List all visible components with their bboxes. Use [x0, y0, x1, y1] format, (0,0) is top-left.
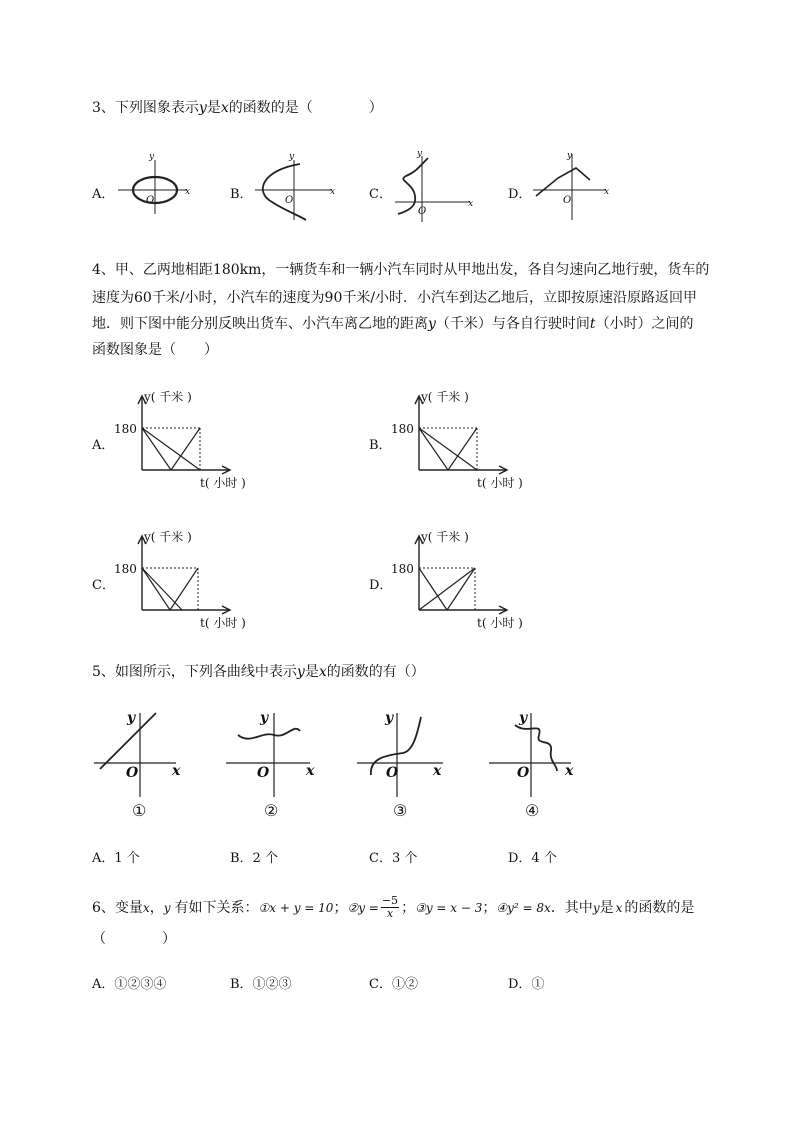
y-axis-label: y( 千米 ) [421, 530, 469, 544]
y-value-label: 180 [114, 422, 137, 436]
origin-label: O [563, 195, 572, 206]
piecewise-line [536, 168, 590, 196]
graph-number: ④ [525, 801, 540, 820]
q4-graph-c [112, 526, 272, 636]
t-axis-label: t( 小时 ) [200, 476, 246, 490]
origin-label: O [126, 765, 139, 781]
graph-number: ③ [393, 801, 408, 820]
q5-graph-2 [224, 705, 324, 823]
q6-option-b[interactable]: B．①②③ [230, 977, 292, 992]
q5-option-b[interactable]: B．2 个 [230, 851, 278, 866]
car-outbound-line [419, 428, 448, 470]
q4-stem-line2: 速度为60千米/小时，小汽车的速度为90千米/小时．小汽车到达乙地后，立即按原速沿原路返回甲 [92, 290, 698, 306]
q4-option-a-label[interactable]: A． [92, 438, 115, 453]
origin-label: O [418, 206, 427, 217]
q5-option-a[interactable]: A．1 个 [92, 851, 140, 866]
q4-graph-d [389, 526, 549, 636]
truck-line [419, 568, 475, 610]
q4-stem-line1: 4、甲、乙两地相距180km，一辆货车和一辆小汽车同时从甲地出发，各自匀速向乙地行驶，货车的 [92, 262, 710, 278]
car-return-line [171, 428, 200, 470]
q3-option-c-label[interactable]: C． [369, 187, 392, 202]
car-return-line [170, 568, 198, 610]
x-label: x [172, 763, 181, 779]
truck-line [419, 428, 477, 470]
car-outbound-line [142, 568, 170, 610]
q6-answer-paren: （ ） [92, 931, 176, 947]
origin-label: O [285, 195, 294, 206]
q4-stem-line4: 函数图象是（ ） [92, 342, 218, 358]
q5-stem: 5、如图所示，下列各曲线中表示y是x的函数的有（） [92, 664, 425, 680]
t-axis-label: t( 小时 ) [200, 616, 246, 630]
q4-stem-line3: 地．则下图中能分别反映出货车、小汽车离乙地的距离y（千米）与各自行驶时间t（小时）之间的 [92, 316, 694, 332]
y-value-label: 180 [391, 562, 414, 576]
q5-option-d[interactable]: D．4 个 [508, 851, 557, 866]
q6-option-c[interactable]: C．①② [369, 977, 418, 992]
t-axis-label: t( 小时 ) [477, 616, 523, 630]
y-label: y [385, 710, 394, 726]
y-axis-label: y( 千米 ) [421, 390, 469, 404]
q3-option-a-label[interactable]: A． [92, 187, 115, 202]
y-label: y [417, 149, 423, 159]
origin-label: O [517, 765, 530, 781]
y-axis-label: y( 千米 ) [144, 390, 192, 404]
q4-graph-b [389, 386, 549, 496]
q6-stem: 6、变量 x ， y 有如下关系： ①x + y = 10 ； ②y = $\frac{-5}{x}$ ； ③y = x − 3 ； ④y² = 8x ．其中 y 是 x 的函数的是 [92, 894, 695, 920]
car-outbound-line [142, 428, 171, 470]
relation-2: ②y = [347, 900, 379, 915]
relation-1: ①x + y = 10 [258, 900, 334, 915]
y-label: y [519, 710, 528, 726]
y-value-label: 180 [114, 562, 137, 576]
q5-graph-1 [92, 705, 192, 823]
q6-option-d[interactable]: D．① [508, 977, 545, 992]
y-label: y [127, 710, 136, 726]
relation-2-fraction: $\frac{-5}{x}$ [381, 894, 399, 920]
q3-option-b-label[interactable]: B． [230, 187, 253, 202]
truck-line [142, 568, 182, 610]
car-outbound-line [419, 568, 447, 610]
q3-option-d-label[interactable]: D． [508, 187, 532, 202]
origin-label: O [386, 765, 399, 781]
y-label: y [260, 710, 269, 726]
origin-label: O [257, 765, 270, 781]
origin-label: O [146, 195, 155, 206]
x-label: x [468, 199, 474, 209]
q3-graph-a [115, 148, 195, 218]
q5-graph-3 [355, 705, 455, 823]
car-return-line [448, 428, 477, 470]
q3-graph-d [530, 148, 620, 228]
x-label: x [565, 763, 574, 779]
y-value-label: 180 [391, 422, 414, 436]
relation-3: ③y = x − 3 [415, 900, 483, 915]
x-label: x [185, 187, 191, 197]
t-axis-label: t( 小时 ) [477, 476, 523, 490]
y-axis-label: y( 千米 ) [144, 530, 192, 544]
q4-option-c-label[interactable]: C． [92, 578, 115, 593]
x-label: x [330, 187, 336, 197]
q5-option-c[interactable]: C．3 个 [369, 851, 418, 866]
y-label: y [567, 151, 573, 161]
y-label: y [149, 152, 155, 162]
q4-graph-a [112, 386, 272, 496]
y-label: y [289, 152, 295, 162]
truck-line [142, 428, 200, 470]
parabola-curve [263, 164, 306, 220]
q4-option-b-label[interactable]: B． [369, 438, 392, 453]
q4-option-d-label[interactable]: D． [369, 578, 393, 593]
x-label: x [433, 763, 442, 779]
car-return-line [447, 568, 475, 610]
q3-graph-b [252, 148, 342, 228]
x-label: x [604, 187, 610, 197]
q3-stem: 3、下列图象表示y是x的函数的是（ ） [92, 100, 383, 116]
wave-curve [238, 729, 300, 739]
relation-4: ④y² = 8x [496, 900, 551, 915]
q5-graph-4 [487, 705, 587, 823]
graph-number: ② [264, 801, 279, 820]
q3-graph-c [392, 148, 482, 228]
x-label: x [306, 763, 315, 779]
q6-option-a[interactable]: A．①②③④ [92, 977, 167, 992]
graph-number: ① [132, 801, 147, 820]
